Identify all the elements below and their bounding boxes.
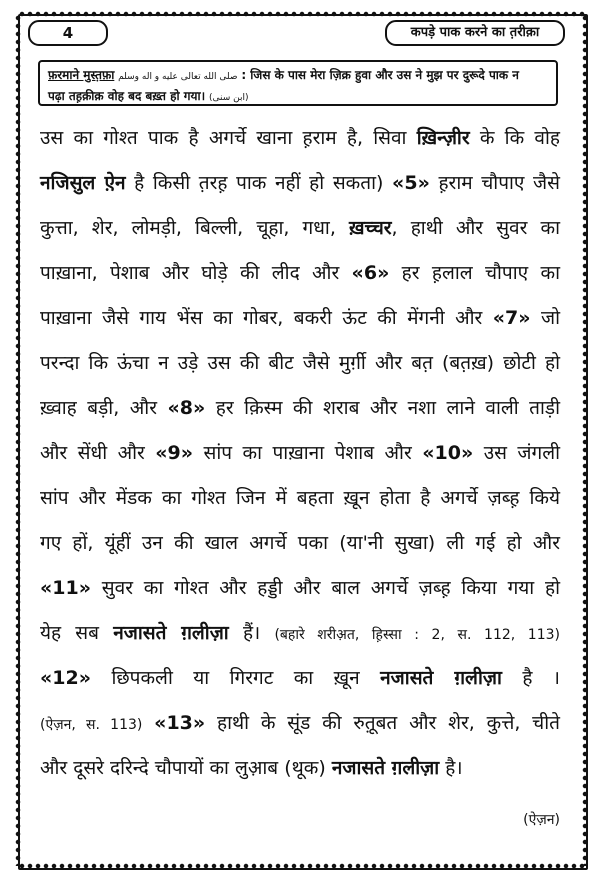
item-number: « 6 » <box>352 262 390 284</box>
body-line-13: « 12 » छिपकली या गिरगट का ख़ून नजासते ग़लीज़ा है । <box>40 658 560 698</box>
reference-citation: (ऐज़न, स. 113) <box>40 717 143 733</box>
page-number: 4 <box>28 20 108 46</box>
body-line-2: नजिसुल ऐ़न है किसी त़रह़ पाक नहीं हो सकता) « 5 » ह़राम चौपाए जैसे <box>40 163 560 203</box>
notice-label: फ़रमाने मुस्त़फ़ा <box>48 68 115 82</box>
notice-arabic-salutation: صلى الله تعالى عليه و اله وسلم <box>118 72 238 82</box>
notice-text-line1: : जिस के पास मेरा ज़िक्र हुवा और उस ने मुझ पर दुरूदे पाक न <box>241 68 519 82</box>
item-number: « 13 » <box>154 712 205 734</box>
body-line-10: गए हों, यूंहीं उन की खाल अगर्चे पका (या'नी सुखा) ली गई हो और <box>40 532 560 554</box>
notice-reference: (ابن سنی) <box>208 93 249 103</box>
item-number: « 11 » <box>40 577 91 599</box>
reference-citation: (बहारे शरीअ़त, ह़िस्सा : 2, स. 112, 113) <box>274 627 560 643</box>
body-line-5: पाख़ाना जैसे गाय भेंस का गोबर, बकरी ऊंट की मेंगनी और « 7 » जो <box>40 298 560 338</box>
body-line-11: « 11 » सुवर का गोश्त और हड्डी और बाल अगर्चे ज़ब्ह़ किया गया हो <box>40 568 560 608</box>
item-number: « 7 » <box>493 307 531 329</box>
hadith-notice-box <box>38 60 558 106</box>
item-number: « 9 » <box>155 442 193 464</box>
body-line-8: और सेंधी और « 9 » सांप का पाख़ाना पेशाब और « 10 » उस जंगली <box>40 433 560 473</box>
notice-text-line2: पढ़ा तह़क़ीक़ वोह बद बख़्त हो गया। <box>48 89 206 103</box>
body-line-7: ख़्वाह बड़ी, और « 8 » हर क़िस्म की शराब और नशा लाने वाली ताड़ी <box>40 388 560 428</box>
body-line-12: येह सब नजासते ग़लीज़ा हैं। (बहारे शरीअ़त, ह़िस्सा : 2, स. 112, 113) <box>40 622 560 644</box>
body-line-9: सांप और मेंडक का गोश्त जिन में बहता ख़ून होता है अगर्चे ज़ब्ह़ किये <box>40 487 560 509</box>
item-number: « 8 » <box>167 397 205 419</box>
body-line-3: कुत्ता, शेर, लोमड़ी, बिल्ली, चूहा, गधा, ख़च्चर, हाथी और सुवर का <box>40 217 560 239</box>
body-line-1: उस का गोश्त पाक है अगर्चे खाना ह़राम है, सिवा ख़िन्ज़ीर के कि वोह <box>40 127 560 149</box>
body-line-6: परन्दा कि ऊंचा न उड़े उस की बीट जैसे मुर्ग़ी और बत़ (बत़ख़) छोटी हो <box>40 352 560 374</box>
chapter-title: कपड़े पाक करने का त़रीक़ा <box>385 20 565 46</box>
body-line-4: पाख़ाना, पेशाब और घोड़े की लीद और « 6 » हर ह़लाल चौपाए का <box>40 253 560 293</box>
item-number: « 12 » <box>40 667 91 689</box>
body-line-16 <box>40 798 560 838</box>
body-line-15: और दूसरे दरिन्दे चौपायों का लुआ़ब (थूक) नजासते ग़लीज़ा है। <box>40 757 463 779</box>
item-number: « 10 » <box>422 442 473 464</box>
item-number: « 5 » <box>392 172 430 194</box>
body-line-14: (ऐज़न, स. 113) « 13 » हाथी के सूंड की रुत़ूबत और शेर, कुत्ते, चीते <box>40 703 560 743</box>
reference-citation: (ऐज़न) <box>523 812 560 828</box>
